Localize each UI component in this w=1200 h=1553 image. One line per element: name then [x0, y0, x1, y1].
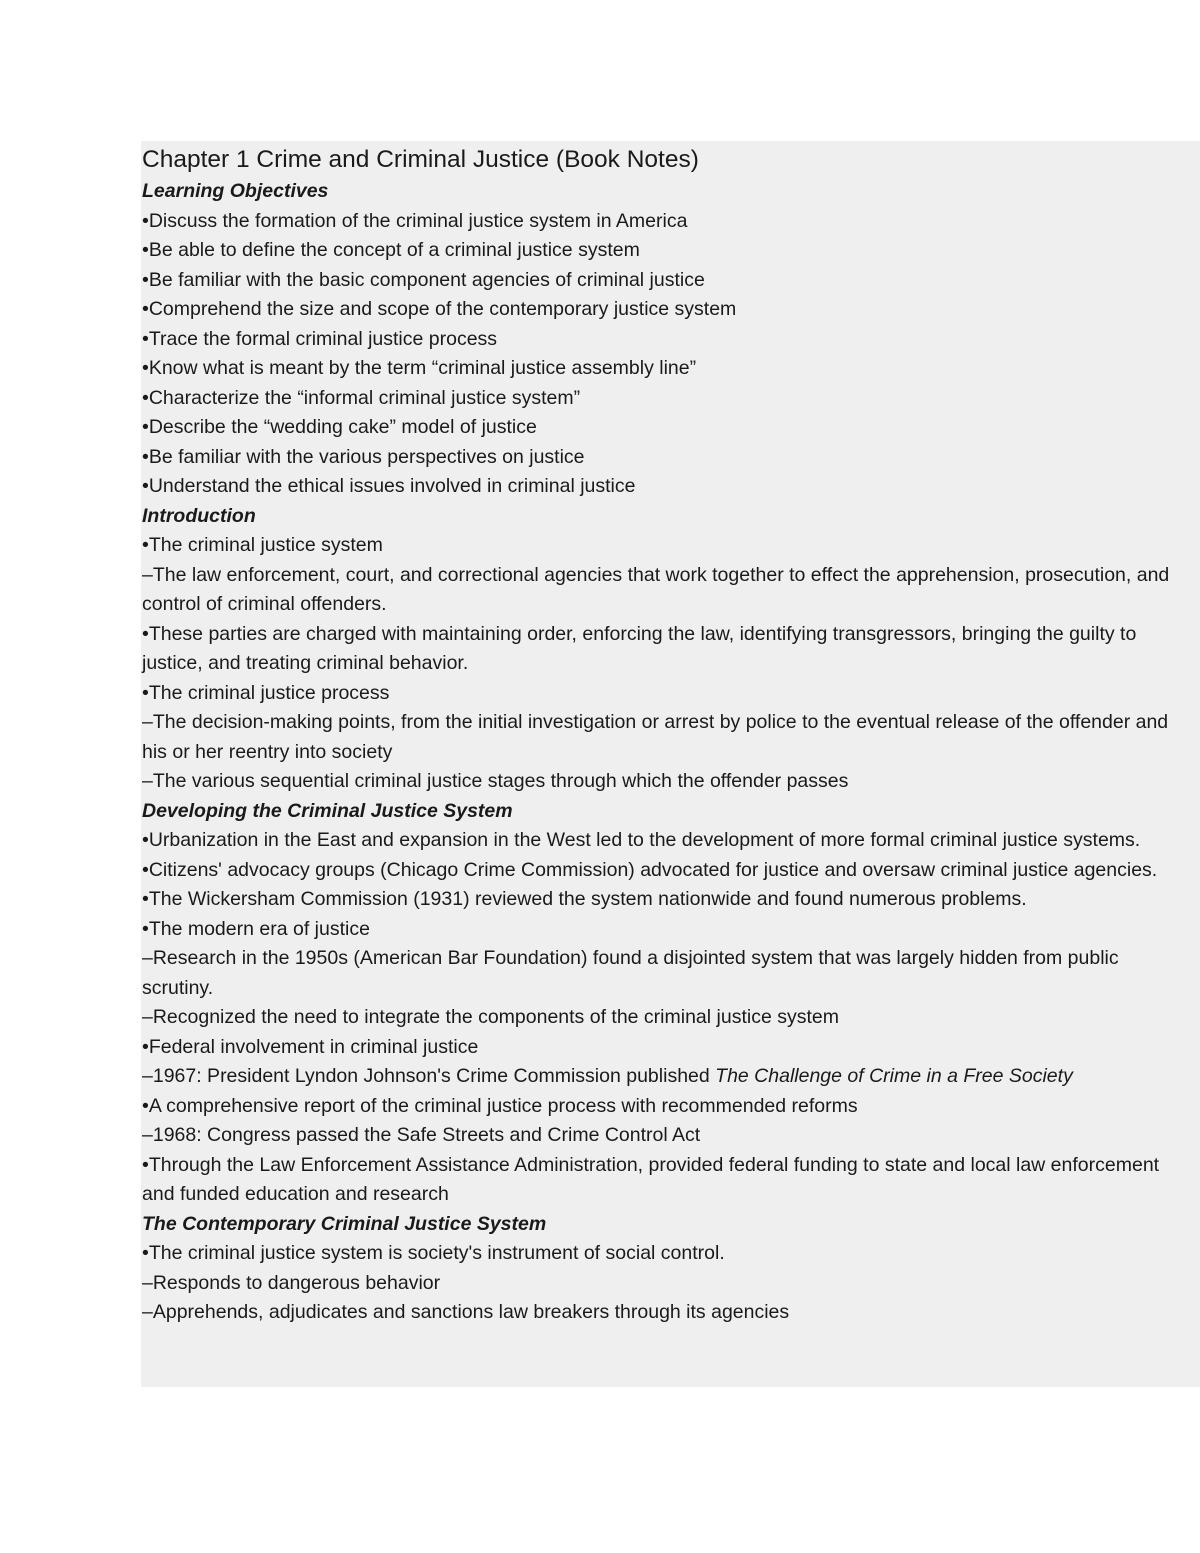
list-item: •Characterize the “informal criminal justice system” — [142, 386, 581, 409]
list-item: •Be able to define the concept of a criminal justice system — [142, 239, 640, 261]
list-item: •The modern era of justice — [142, 917, 370, 940]
list-item: –The law enforcement, court, and correctional agencies that work together to effect the apprehension, prosecution, and control of criminal offenders. — [142, 563, 1170, 615]
list-item: –1968: Congress passed the Safe Streets and Crime Control Act — [142, 1124, 701, 1146]
list-item: •Citizens' advocacy groups (Chicago Crime Commission) advocated for justice and oversaw criminal justice agencies. — [142, 858, 1158, 881]
list-item: •The criminal justice process — [142, 681, 390, 704]
list-item: –Recognized the need to integrate the components of the criminal justice system — [142, 1006, 839, 1028]
section-contemporary-system — [142, 1210, 1194, 1328]
section-introduction — [142, 502, 1194, 797]
document-title: Chapter 1 Crime and Criminal Justice (Book Notes) — [142, 146, 699, 173]
list-item: –Responds to dangerous behavior — [142, 1271, 441, 1294]
list-item: •Discuss the formation of the criminal justice system in America — [142, 209, 688, 232]
section-heading: The Contemporary Criminal Justice System — [142, 1212, 547, 1235]
list-item: •Be familiar with the basic component agencies of criminal justice — [142, 268, 705, 291]
section-lines — [142, 826, 1194, 1210]
list-item: •Federal involvement in criminal justice — [142, 1035, 479, 1058]
section-lines — [142, 531, 1194, 797]
section-developing-system — [142, 797, 1194, 1210]
book-title: The Challenge of Crime in a Free Society — [715, 1065, 1073, 1087]
section-learning-objectives — [142, 177, 1194, 502]
list-item: •Trace the formal criminal justice process — [142, 327, 498, 350]
list-item-mixed — [142, 1062, 1194, 1092]
document-body — [142, 143, 1194, 1328]
line-text: –1967: President Lyndon Johnson's Crime Commission published — [142, 1065, 716, 1087]
section-lines — [142, 1239, 1194, 1328]
list-item: •The criminal justice system is society's instrument of social control. — [142, 1242, 725, 1264]
list-item: •Comprehend the size and scope of the contemporary justice system — [142, 298, 737, 320]
list-item: •The Wickersham Commission (1931) reviewed the system nationwide and found numerous problems. — [142, 888, 1027, 910]
section-lines — [142, 207, 1194, 502]
list-item: •Through the Law Enforcement Assistance Administration, provided federal funding to state and local law enforcement and funded education and research — [142, 1153, 1160, 1205]
list-item: •Be familiar with the various perspectives on justice — [142, 445, 585, 468]
list-item: •These parties are charged with maintaining order, enforcing the law, identifying transgressors, bringing the guilty to justice, and treating criminal behavior. — [142, 622, 1137, 674]
list-item: –The various sequential criminal justice stages through which the offender passes — [142, 770, 849, 792]
list-item: •The criminal justice system — [142, 534, 383, 556]
list-item: –The decision-making points, from the initial investigation or arrest by police to the eventual release of the offender and his or her reentry into society — [142, 711, 1169, 763]
section-heading: Introduction — [142, 504, 256, 527]
list-item: •Urbanization in the East and expansion in the West led to the development of more formal criminal justice systems. — [142, 829, 1141, 851]
list-item: •A comprehensive report of the criminal justice process with recommended reforms — [142, 1094, 858, 1117]
list-item: •Know what is meant by the term “criminal justice assembly line” — [142, 357, 697, 379]
list-item: –Apprehends, adjudicates and sanctions law breakers through its agencies — [142, 1301, 790, 1323]
section-heading: Developing the Criminal Justice System — [142, 799, 513, 822]
list-item: –Research in the 1950s (American Bar Foundation) found a disjointed system that was largely hidden from public scrutiny. — [142, 947, 1119, 999]
list-item: •Understand the ethical issues involved in criminal justice — [142, 475, 636, 497]
section-heading: Learning Objectives — [142, 180, 329, 202]
list-item: •Describe the “wedding cake” model of justice — [142, 416, 537, 438]
